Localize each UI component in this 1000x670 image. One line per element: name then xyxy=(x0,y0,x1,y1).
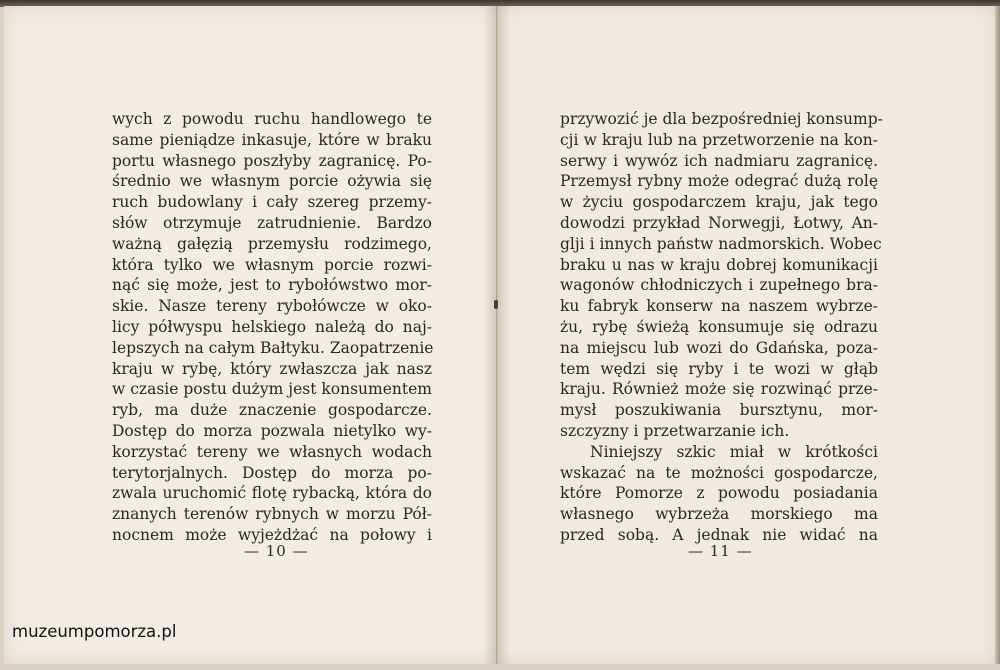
text-line: terytorjalnych. Dostęp do morza po- xyxy=(112,463,432,482)
text-line: kraju w rybę, który zwłaszcza jak nasz xyxy=(112,359,432,378)
text-line: cji w kraju lub na przetworzenie na kon- xyxy=(560,130,878,149)
text-line: własnego wybrzeża morskiego ma xyxy=(560,505,878,524)
text-line: wskazać na te możności gospodarcze, xyxy=(560,463,878,482)
text-line: która tylko we własnym porcie rozwi- xyxy=(112,255,432,274)
binding-tack xyxy=(494,300,498,309)
text-line: wagonów chłodniczych i zupełnego bra- xyxy=(560,276,878,295)
text-line: w życiu gospodarczem kraju, jak tego xyxy=(560,193,878,212)
text-line: szczyzny i przetwarzanie ich. xyxy=(560,421,790,440)
text-line: przed sobą. A jednak nie widać na xyxy=(560,525,878,544)
text-line: skie. Nasze tereny rybołówcze w oko- xyxy=(112,297,432,316)
text-line: średnio we własnym porcie ożywia się xyxy=(112,172,432,191)
text-line: Przemysł rybny może odegrać dużą rolę xyxy=(560,172,878,191)
text-line: nąć się może, jest to rybołówstwo mor- xyxy=(112,276,432,295)
text-line: wych z powodu ruchu handlowego te xyxy=(112,110,432,128)
text-line: kraju. Również może się rozwinąć prze- xyxy=(560,380,878,399)
text-line: zwala uruchomić flotę rybacką, która do xyxy=(112,484,432,503)
text-line: glji i innych państw nadmorskich. Wobec xyxy=(560,234,882,253)
text-line: braku u nas w kraju dobrej komunikacji xyxy=(560,255,878,274)
right-page-number: — 11 — xyxy=(688,542,753,560)
text-line: ruch budowlany i cały szereg przemy- xyxy=(112,193,432,212)
text-line: tem wędzi się ryby i te wozi w głąb xyxy=(560,359,878,378)
left-page-text xyxy=(112,109,432,546)
text-line: portu własnego poszłyby zagranicę. Po- xyxy=(112,151,432,170)
text-line: lepszych na całym Bałtyku. Zaopatrzenie xyxy=(112,338,434,357)
text-line: przywozić je dla bezpośredniej konsump- xyxy=(560,110,883,128)
text-line: same pieniądze inkasuje, które w braku xyxy=(112,130,432,149)
text-line: mysł poszukiwania bursztynu, mor- xyxy=(560,401,878,420)
text-line: w czasie postu dużym jest konsumentem xyxy=(112,380,432,399)
right-page-text xyxy=(560,109,883,546)
text-line: ważną gałęzią przemysłu rodzimego, xyxy=(112,234,432,253)
text-line: ku fabryk konserw na naszem wybrze- xyxy=(560,297,878,316)
text-line: licy półwyspu helskiego należą do naj- xyxy=(112,317,432,336)
text-line: które Pomorze z powodu posiadania xyxy=(560,484,878,503)
text-line: dowodzi przykład Norwegji, Łotwy, An- xyxy=(560,213,878,232)
left-page-number: — 10 — xyxy=(244,542,309,560)
book-right-edge xyxy=(995,6,1000,664)
text-line: żu, rybę świeżą konsumuje się odrazu xyxy=(560,317,878,336)
text-line: na miejscu lub wozi do Gdańska, poza- xyxy=(560,338,878,357)
text-line: Niniejszy szkic miał w krótkości xyxy=(590,442,878,461)
text-line: nocnem może wyjeżdżać na połowy i xyxy=(112,525,432,544)
text-line: Dostęp do morza pozwala nietylko wy- xyxy=(112,421,432,440)
text-line: korzystać tereny we własnych wodach xyxy=(112,442,432,461)
text-line: serwy i wywóz ich nadmiaru zagranicę. xyxy=(560,151,878,170)
text-line: ryb, ma duże znaczenie gospodarcze. xyxy=(112,401,432,420)
text-line: słów otrzymuje zatrudnienie. Bardzo xyxy=(112,213,432,232)
text-line: znanych terenów rybnych w morzu Pół- xyxy=(112,505,432,524)
book-gutter xyxy=(484,6,510,664)
source-watermark: muzeumpomorza.pl xyxy=(12,622,177,641)
